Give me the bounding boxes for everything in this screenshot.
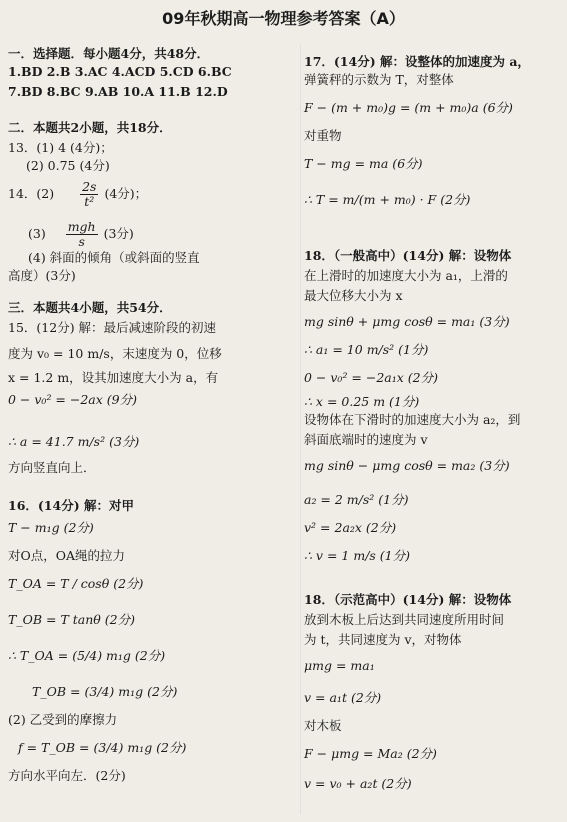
q18b-eq2: v = a₁t (2分) <box>304 690 382 705</box>
q18a-line3: 最大位移大小为 x <box>304 288 403 303</box>
q18b-line2: 放到木板上后达到共同速度所用时间 <box>304 612 505 627</box>
q18a-eq4: ∴ x = 0.25 m (1分) <box>304 394 420 409</box>
q17-heavy-object: 对重物 <box>304 128 342 143</box>
section-2-heading: 二．本题共2小题，共18分． <box>8 120 172 135</box>
q18b-eq4: v = v₀ + a₂t (2分) <box>304 776 412 791</box>
column-divider <box>300 44 301 814</box>
q14-part3-fraction <box>66 220 98 249</box>
q13-part2: (2) 0.75 (4分) <box>26 158 110 173</box>
q15-line3: x = 1.2 m，设其加速度大小为 a，有 <box>8 370 219 385</box>
section-1-heading: 一．选择题．每小题4分，共48分． <box>8 46 210 61</box>
q18a-line4: 设物体在下滑时的加速度大小为 a₂，到 <box>304 412 521 427</box>
q18b-board: 对木板 <box>304 718 342 733</box>
fraction-numerator: mgh <box>67 219 96 234</box>
q15-direction: 方向竖直向上． <box>8 460 96 475</box>
fraction-numerator: 2s <box>82 179 97 194</box>
q17-eq1: F − (m + m₀)g = (m + m₀)a (6分) <box>304 100 513 115</box>
q16-eq1: T − m₁g (2分) <box>8 520 94 535</box>
q18b-eq3: F − μmg = Ma₂ (2分) <box>304 746 437 761</box>
q16-eq3: T_OB = T tanθ (2分) <box>8 612 135 627</box>
q14-part2-fraction <box>80 180 98 209</box>
q18a-eq2: ∴ a₁ = 10 m/s² (1分) <box>304 342 429 357</box>
q15-line1: 15．(12分) 解：最后减速阶段的初速 <box>8 320 217 335</box>
q17-line1: 17．(14分) 解：设整体的加速度为 a， <box>304 54 530 69</box>
q17-eq2: T − mg = ma (6分) <box>304 156 423 171</box>
fraction-denominator: t² <box>84 194 95 209</box>
q18b-line1: 18．（示范高中）(14分) 解：设物体 <box>304 592 512 607</box>
q15-result: ∴ a = 41.7 m/s² (3分) <box>8 434 140 449</box>
q14-part2-label: 14．(2) <box>8 186 55 201</box>
q18a-line2: 在上滑时的加速度大小为 a₁，上滑的 <box>304 268 508 283</box>
q15-equation: 0 − v₀² = −2ax (9分) <box>8 392 137 407</box>
q16-eq6: f = T_OB = (3/4) m₁g (2分) <box>18 740 187 755</box>
q18a-line1: 18．（一般高中）(14分) 解：设物体 <box>304 248 512 263</box>
q16-eq2: T_OA = T / cosθ (2分) <box>8 576 144 591</box>
q18b-eq1: μmg = ma₁ <box>304 658 375 673</box>
mc-answers-row-1: 1.BD 2.B 3.AC 4.ACD 5.CD 6.BC <box>8 64 232 79</box>
q18a-eq8: ∴ v = 1 m/s (1分) <box>304 548 410 563</box>
q16-direction: 方向水平向左．(2分) <box>8 768 126 783</box>
q16-eq4: ∴ T_OA = (5/4) m₁g (2分) <box>8 648 166 663</box>
q18a-eq1: mg sinθ + μmg cosθ = ma₁ (3分) <box>304 314 510 329</box>
q18a-eq6: a₂ = 2 m/s² (1分) <box>304 492 409 507</box>
q16-eq5: T_OB = (3/4) m₁g (2分) <box>32 684 178 699</box>
q18a-eq3: 0 − v₀² = −2a₁x (2分) <box>304 370 438 385</box>
q15-line2: 度为 v₀ = 10 m/s，末速度为 0，位移 <box>8 346 222 361</box>
q16-heading: 16．(14分) 解：对甲 <box>8 498 134 513</box>
q14-part3-score: (3分) <box>103 226 134 241</box>
q14-part2-score: (4分)； <box>104 186 148 201</box>
q18a-eq7: v² = 2a₂x (2分) <box>304 520 397 535</box>
q16-part2: (2) 乙受到的摩擦力 <box>8 712 118 727</box>
q14-part2-line <box>8 180 147 209</box>
page-title: 09年秋期高一物理参考答案（A） <box>162 9 405 28</box>
q14-part4-line1: (4) 斜面的倾角（或斜面的竖直 <box>28 250 200 265</box>
q14-part3-line <box>28 220 134 249</box>
q17-result: ∴ T = m/(m + m₀) · F (2分) <box>304 192 471 207</box>
q14-part4-line2: 高度）(3分) <box>8 268 76 283</box>
mc-answers-row-2: 7.BD 8.BC 9.AB 10.A 11.B 12.D <box>8 84 228 99</box>
section-3-heading: 三．本题共4小题，共54分． <box>8 300 172 315</box>
fraction-denominator: s <box>78 234 85 249</box>
q18a-line5: 斜面底端时的速度为 v <box>304 432 428 447</box>
q16-point-o: 对O点，OA绳的拉力 <box>8 548 126 563</box>
q18b-line3: 为 t，共同速度为 v，对物体 <box>304 632 462 647</box>
q17-line2: 弹簧秤的示数为 T，对整体 <box>304 72 454 87</box>
q13-part1: 13．(1) 4 (4分)； <box>8 140 113 155</box>
q14-part3-label: (3) <box>28 226 46 241</box>
q18a-eq5: mg sinθ − μmg cosθ = ma₂ (3分) <box>304 458 510 473</box>
